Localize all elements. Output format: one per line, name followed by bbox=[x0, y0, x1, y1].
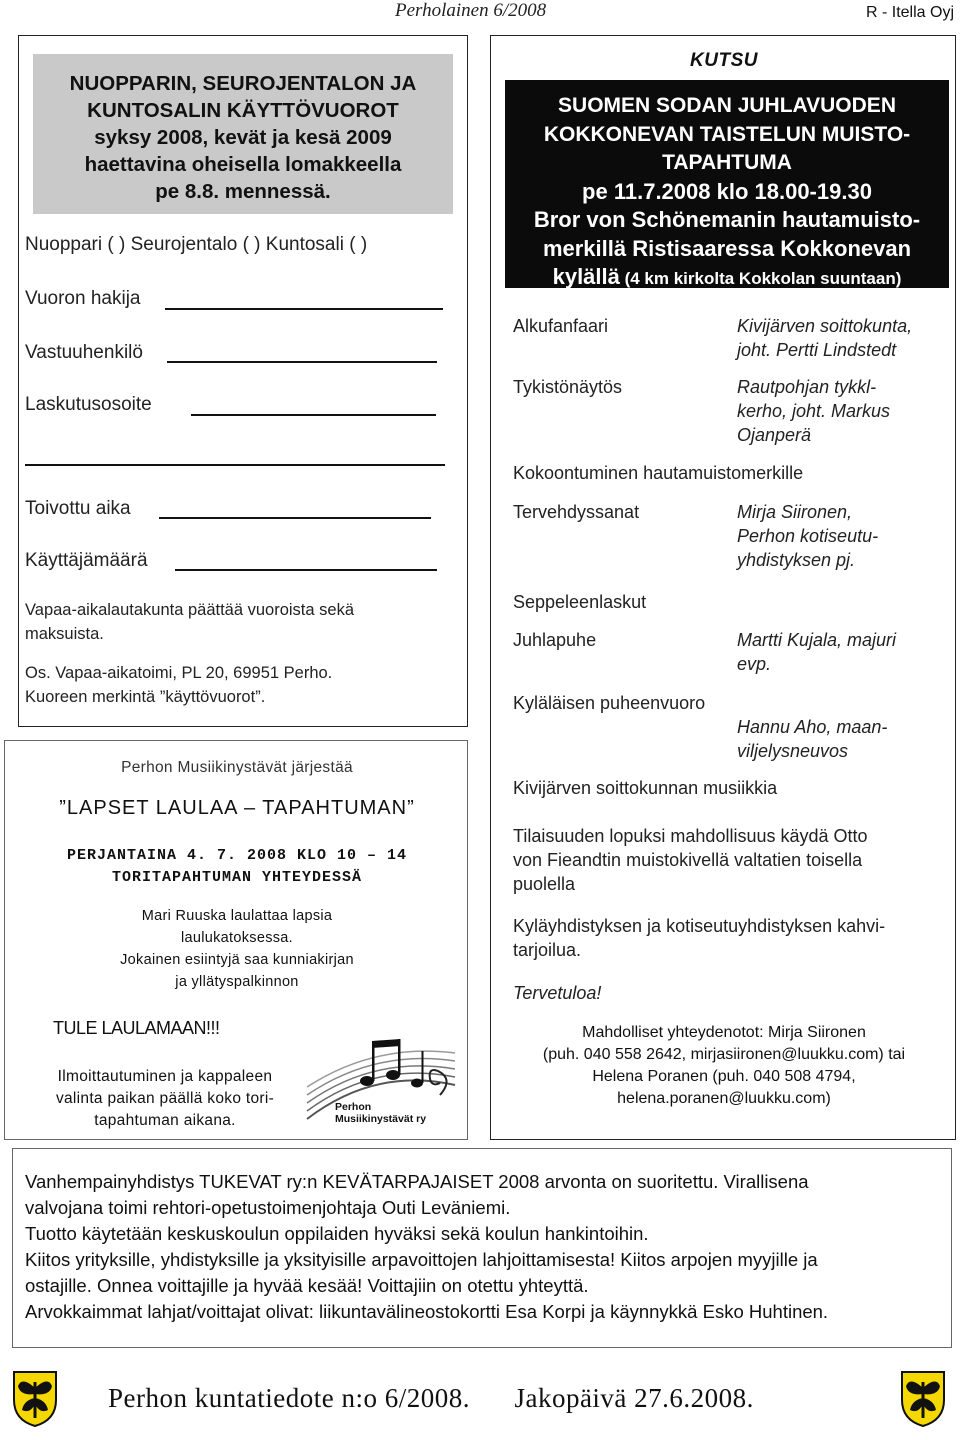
perho-crest-icon bbox=[900, 1370, 946, 1428]
user-count-field[interactable] bbox=[175, 569, 437, 571]
contact-line: (puh. 040 558 2642, mirjasiironen@luukku.com) tai bbox=[542, 1046, 906, 1063]
contact-line: helena.poranen@luukku.com) bbox=[617, 1090, 831, 1107]
singing-call: TULE LAULAMAAN!!! bbox=[53, 1018, 220, 1038]
singing-signup-line: valinta paikan päällä koko tori- bbox=[55, 1090, 275, 1107]
lottery-line: Arvokkaimmat lahjat/voittajat olivat: liikuntavälineostokortti Esa Korpi ja käynnykkä Esko Huhtinen. bbox=[25, 1301, 829, 1322]
singing-signup-line: Ilmoittautuminen ja kappaleen bbox=[57, 1068, 273, 1085]
invitation-closing-note bbox=[513, 824, 943, 896]
invitation-heading-line: pe 11.7.2008 klo 18.00-19.30 bbox=[582, 178, 872, 204]
lottery-line: Tuotto käytetään keskuskoulun oppilaiden hyväksi sekä koulun hankintoihin. bbox=[25, 1223, 649, 1244]
applicant-label: Vuoron hakija bbox=[25, 288, 141, 309]
performer-line: Martti Kujala, majuri bbox=[737, 630, 897, 650]
performer-line: kerho, joht. Markus bbox=[737, 401, 891, 421]
form-heading-line: NUOPPARIN, SEUROJENTALON JA bbox=[69, 72, 417, 95]
program-villager: Kyläläisen puheenvuoro bbox=[513, 693, 706, 713]
mailing-address-line: Os. Vapaa-aikatoimi, PL 20, 69951 Perho. bbox=[25, 664, 333, 682]
program-wreaths: Seppeleenlaskut bbox=[513, 592, 647, 612]
form-heading-line: KUNTOSALIN KÄYTTÖVUOROT bbox=[87, 99, 399, 122]
program-greetings: Tervehdyssanat bbox=[513, 502, 640, 522]
performer-line: joht. Pertti Lindstedt bbox=[737, 340, 897, 360]
program-fanfare-performer bbox=[737, 314, 912, 362]
lottery-text bbox=[25, 1169, 945, 1325]
program-villager-speaker bbox=[737, 715, 887, 763]
form-heading-line: syksy 2008, kevät ja kesä 2009 bbox=[94, 126, 392, 149]
preferred-time-field[interactable] bbox=[159, 517, 431, 519]
invitation-heading bbox=[505, 80, 949, 288]
invitation-heading-line: KOKKONEVAN TAISTELUN MUISTO- bbox=[543, 122, 911, 146]
contact-person-label: Vastuuhenkilö bbox=[25, 342, 143, 363]
lottery-notice-box bbox=[12, 1148, 952, 1348]
performer-line: Hannu Aho, maan- bbox=[737, 717, 888, 737]
footer-issue: Perhon kuntatiedote n:o 6/2008. bbox=[108, 1383, 470, 1413]
invitation-box bbox=[490, 35, 956, 1140]
logo-text-line: Perhon bbox=[335, 1101, 372, 1113]
mailing-address-line: Kuoreen merkintä ”käyttövuorot”. bbox=[25, 688, 266, 706]
program-music: Kivijärven soittokunnan musiikkia bbox=[513, 778, 778, 798]
user-count-label: Käyttäjämäärä bbox=[25, 550, 148, 571]
publication-title: Perholainen 6/2008 bbox=[395, 0, 547, 21]
singing-event-box bbox=[4, 740, 468, 1140]
singing-date bbox=[5, 845, 469, 889]
closing-line: Tilaisuuden lopuksi mahdollisuus käydä Otto bbox=[513, 826, 868, 846]
invitation-heading-line bbox=[505, 263, 949, 294]
performer-line: Perhon kotiseutu- bbox=[737, 526, 879, 546]
billing-address-field[interactable] bbox=[191, 414, 436, 416]
lottery-line: valvojana toimi rehtori-opetustoimenjohtaja Outi Leväniemi. bbox=[25, 1197, 511, 1218]
perho-crest-icon bbox=[12, 1370, 58, 1428]
singing-description-line: Jokainen esiintyjä saa kunniakirjan bbox=[120, 952, 354, 968]
singing-signup-line: tapahtuman aikana. bbox=[94, 1112, 236, 1129]
program-gathering: Kokoontuminen hautamuistomerkille bbox=[513, 463, 804, 483]
closing-line: puolella bbox=[513, 874, 576, 894]
invitation-welcome: Tervetuloa! bbox=[513, 983, 602, 1003]
invitation-heading-line: SUOMEN SODAN JUHLAVUODEN bbox=[558, 94, 896, 117]
invitation-heading-place: kylällä bbox=[552, 264, 620, 289]
venue-checkboxes[interactable]: Nuoppari ( ) Seurojentalo ( ) Kuntosali ( ) bbox=[25, 234, 368, 255]
contact-line: Helena Poranen (puh. 040 508 4794, bbox=[592, 1068, 856, 1085]
logo-text bbox=[335, 1101, 426, 1125]
performer-line: Kivijärven soittokunta, bbox=[737, 316, 913, 336]
publisher-label: R - Itella Oyj bbox=[865, 4, 954, 21]
form-heading-line: haettavina oheisella lomakkeella bbox=[84, 153, 402, 176]
lottery-line: Kiitos yrityksille, yhdistyksille ja yksityisille arpavoittojen lahjoittamisesta! Kiitos arpojen myyjille ja bbox=[25, 1249, 818, 1270]
reservation-form-box bbox=[18, 35, 468, 727]
invitation-heading-direction: (4 km kirkolta Kokkolan suuntaan) bbox=[619, 269, 902, 288]
billing-address-label: Laskutusosoite bbox=[25, 394, 152, 415]
singing-description-line: ja yllätyspalkinnon bbox=[175, 974, 299, 990]
decision-note-line: Vapaa-aikalautakunta päättää vuoroista sekä bbox=[25, 601, 355, 619]
mailing-address bbox=[25, 661, 445, 709]
performer-line: Mirja Siironen, bbox=[737, 502, 853, 522]
applicant-field[interactable] bbox=[165, 308, 443, 310]
performer-line: Ojanperä bbox=[737, 425, 812, 445]
closing-line: von Fieandtin muistokivellä valtatien toisella bbox=[513, 850, 863, 870]
singing-date-line: PERJANTAINA 4. 7. 2008 KLO 10 – 14 bbox=[66, 847, 408, 864]
lottery-line: Vanhempainyhdistys TUKEVAT ry:n KEVÄTARPAJAISET 2008 arvonta on suoritettu. Virallisena bbox=[25, 1171, 809, 1192]
singing-date-line: TORITAPAHTUMAN YHTEYDESSÄ bbox=[111, 869, 363, 886]
invitation-heading-line: TAPAHTUMA bbox=[662, 151, 792, 174]
decision-note-line: maksuista. bbox=[25, 625, 104, 643]
singing-signup bbox=[25, 1066, 305, 1132]
singing-description-line: Mari Ruuska laulattaa lapsia bbox=[141, 908, 333, 924]
decision-note bbox=[25, 598, 445, 646]
lottery-line: ostajille. Onnea voittajille ja hyvää kesää! Voittajiin on otettu yhteyttä. bbox=[25, 1275, 589, 1296]
form-heading-line: pe 8.8. mennessä. bbox=[155, 180, 331, 203]
coffee-line: Kyläyhdistyksen ja kotiseutuyhdistyksen kahvi- bbox=[513, 916, 886, 936]
program-greetings-speaker bbox=[737, 500, 878, 572]
singing-organizer: Perhon Musiikinystävät järjestää bbox=[121, 759, 353, 776]
performer-line: evp. bbox=[737, 654, 772, 674]
invitation-contact bbox=[491, 1022, 957, 1110]
form-heading bbox=[33, 54, 453, 214]
program-artillery: Tykistönäytös bbox=[513, 377, 623, 397]
footer-text bbox=[108, 1383, 754, 1414]
preferred-time-label: Toivottu aika bbox=[25, 498, 131, 519]
invitation-heading-line: merkillä Ristisaaressa Kokkonevan bbox=[542, 235, 912, 261]
program-artillery-performer bbox=[737, 375, 890, 447]
performer-line: yhdistyksen pj. bbox=[737, 550, 856, 570]
billing-address-field-extra[interactable] bbox=[25, 464, 445, 466]
invitation-coffee-note bbox=[513, 914, 943, 962]
invitation-label: KUTSU bbox=[690, 50, 758, 71]
music-friends-logo bbox=[305, 1037, 463, 1129]
performer-line: viljelysneuvos bbox=[737, 741, 849, 761]
singing-title: ”LAPSET LAULAA – TAPAHTUMAN” bbox=[59, 797, 415, 819]
contact-person-field[interactable] bbox=[167, 361, 437, 363]
invitation-heading-line: Bror von Schönemanin hautamuisto- bbox=[533, 207, 921, 232]
performer-line: Rautpohjan tykkl- bbox=[737, 377, 877, 397]
program-fanfare: Alkufanfaari bbox=[513, 316, 609, 336]
singing-description-line: laulukatoksessa. bbox=[181, 930, 293, 946]
singing-description bbox=[5, 905, 469, 993]
contact-line: Mahdolliset yhteydenotot: Mirja Siironen bbox=[582, 1024, 866, 1041]
footer-date: Jakopäivä 27.6.2008. bbox=[514, 1383, 754, 1413]
program-speech: Juhlapuhe bbox=[513, 630, 597, 650]
coffee-line: tarjoilua. bbox=[513, 940, 582, 960]
program-speech-speaker bbox=[737, 628, 896, 676]
logo-text-line: Musiikinystävät ry bbox=[335, 1113, 427, 1125]
